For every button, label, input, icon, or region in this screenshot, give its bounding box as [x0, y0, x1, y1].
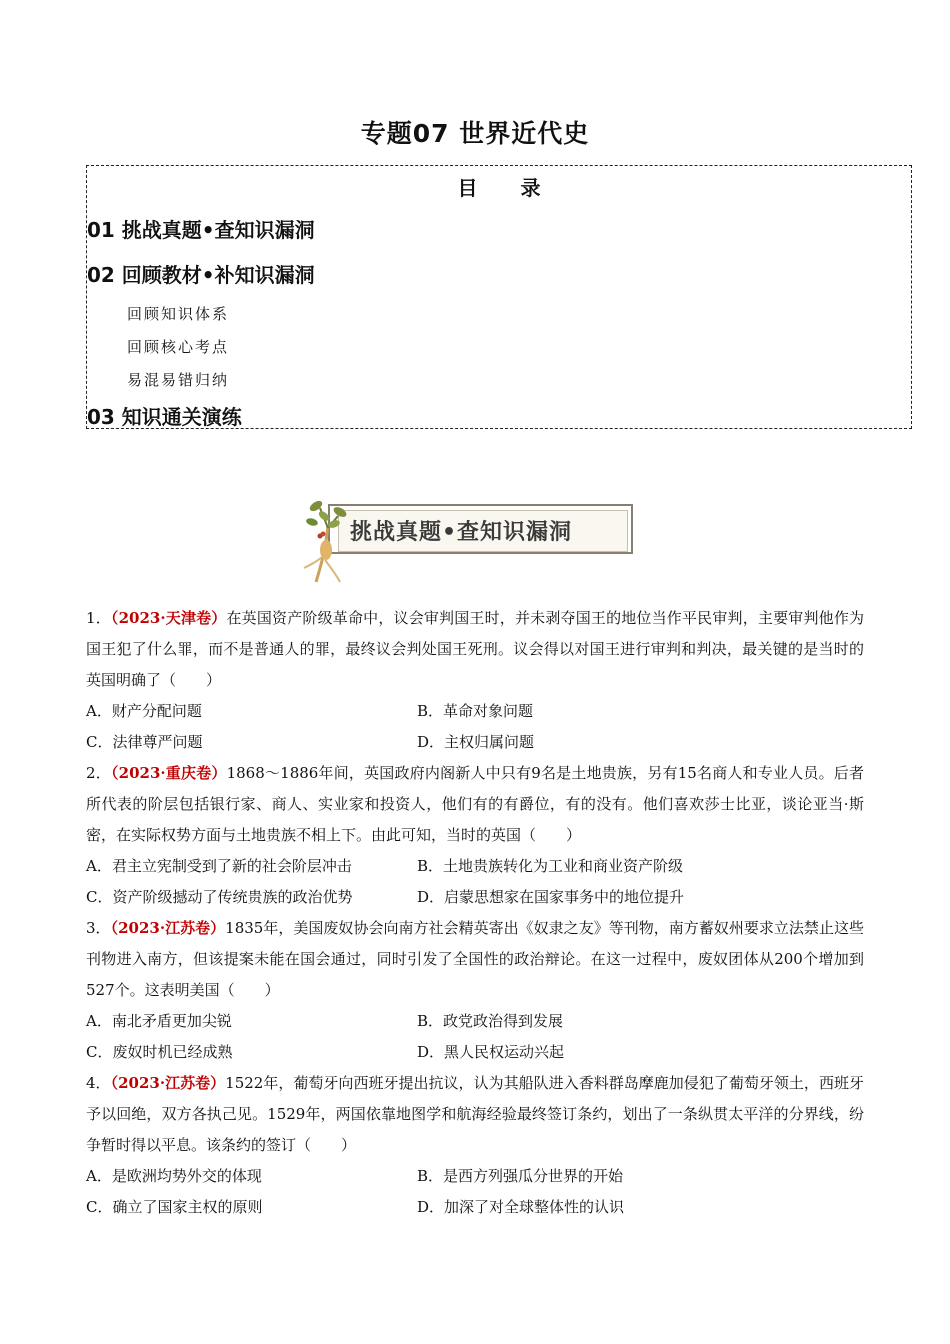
question-3	[86, 913, 864, 1068]
option-b[interactable]: B．土地贵族转化为工业和商业资产阶级	[417, 857, 684, 875]
question-source: （2023·江苏卷）	[110, 1074, 226, 1092]
toc-heading: 目 录	[457, 176, 559, 200]
option-a[interactable]: A．君主立宪制受到了新的社会阶层冲击	[86, 857, 352, 875]
option-c[interactable]: C．废奴时机已经成熟	[86, 1043, 233, 1061]
question-2	[86, 758, 864, 913]
option-a[interactable]: A．是欧洲均势外交的体现	[86, 1167, 262, 1185]
option-d[interactable]: D．黑人民权运动兴起	[417, 1043, 565, 1061]
question-stem	[86, 1068, 864, 1161]
toc-subitem-knowledge-system[interactable]: 回顾知识体系	[127, 305, 230, 323]
option-row	[86, 882, 864, 913]
question-text: 1835年，美国废奴协会向南方社会精英寄出《奴隶之友》等刊物，南方蓄奴州要求立法禁止这些刊物进入南方，但该提案未能在国会通过，同时引发了全国性的政治辩论。在这一过程中，废奴团体从200个增加到527个。这表明美国（ ）	[86, 919, 864, 999]
question-number: 1．	[86, 609, 111, 627]
question-list	[86, 603, 864, 1223]
question-source: （2023·江苏卷）	[110, 919, 226, 937]
option-c[interactable]: C．法律尊严问题	[86, 733, 203, 751]
question-number: 3．	[86, 919, 111, 937]
question-text: 1868～1886年间，英国政府内阁新人中只有9名是土地贵族，另有15名商人和专业人员。后者所代表的阶层包括银行家、商人、实业家和投资人，他们有的有爵位，有的没有。他们喜欢莎士比亚，谈论亚当·斯密，在实际权势方面与土地贵族不相上下。由此可知，当时的英国（ ）	[86, 764, 864, 844]
option-row	[86, 1006, 864, 1037]
toc-section-02[interactable]: 02 回顾教材•补知识漏洞	[87, 263, 315, 287]
option-a[interactable]: A．南北矛盾更加尖锐	[86, 1012, 232, 1030]
option-c[interactable]: C．资产阶级撼动了传统贵族的政治优势	[86, 888, 353, 906]
question-stem	[86, 603, 864, 696]
question-stem	[86, 758, 864, 851]
page-title: 专题07 世界近代史	[360, 119, 590, 148]
toc-section-01[interactable]: 01 挑战真题•查知识漏洞	[87, 218, 315, 242]
option-row	[86, 696, 864, 727]
option-row	[86, 851, 864, 882]
question-4	[86, 1068, 864, 1223]
banner-title: 挑战真题•查知识漏洞	[350, 520, 573, 545]
question-source: （2023·天津卷）	[110, 609, 227, 627]
question-number: 2．	[86, 764, 111, 782]
option-row	[86, 1161, 864, 1192]
question-1	[86, 603, 864, 758]
question-text: 1522年，葡萄牙向西班牙提出抗议，认为其船队进入香料群岛摩鹿加侵犯了葡萄牙领土，西班牙予以回绝，双方各执己见。1529年，两国依靠地图学和航海经验最终签订条约，划出了一条纵贯太平洋的分界线，纷争暂时得以平息。该条约的签订（ ）	[86, 1074, 864, 1154]
toc-section-03[interactable]: 03 知识通关演练	[87, 405, 242, 429]
option-d[interactable]: D．加深了对全球整体性的认识	[417, 1198, 625, 1216]
option-c[interactable]: C．确立了国家主权的原则	[86, 1198, 263, 1216]
ginseng-plant-icon	[298, 498, 358, 584]
option-b[interactable]: B．革命对象问题	[417, 702, 534, 720]
question-source: （2023·重庆卷）	[110, 764, 227, 782]
option-row	[86, 1037, 864, 1068]
question-number: 4．	[86, 1074, 111, 1092]
option-row	[86, 1192, 864, 1223]
question-stem	[86, 913, 864, 1006]
toc-subitem-core-points[interactable]: 回顾核心考点	[127, 338, 230, 356]
option-d[interactable]: D．主权归属问题	[417, 733, 535, 751]
toc-subitem-common-errors[interactable]: 易混易错归纳	[127, 371, 230, 389]
section-banner	[298, 498, 643, 584]
option-b[interactable]: B．是西方列强瓜分世界的开始	[417, 1167, 624, 1185]
table-of-contents	[86, 165, 912, 429]
option-a[interactable]: A．财产分配问题	[86, 702, 202, 720]
question-text: 在英国资产阶级革命中，议会审判国王时，并未剥夺国王的地位当作平民审判，主要审判他作为国王犯了什么罪，而不是普通人的罪，最终议会判处国王死刑。议会得以对国王进行审判和判决，最关键的是当时的英国明确了（ ）	[86, 609, 864, 689]
option-b[interactable]: B．政党政治得到发展	[417, 1012, 564, 1030]
option-d[interactable]: D．启蒙思想家在国家事务中的地位提升	[417, 888, 685, 906]
option-row	[86, 727, 864, 758]
